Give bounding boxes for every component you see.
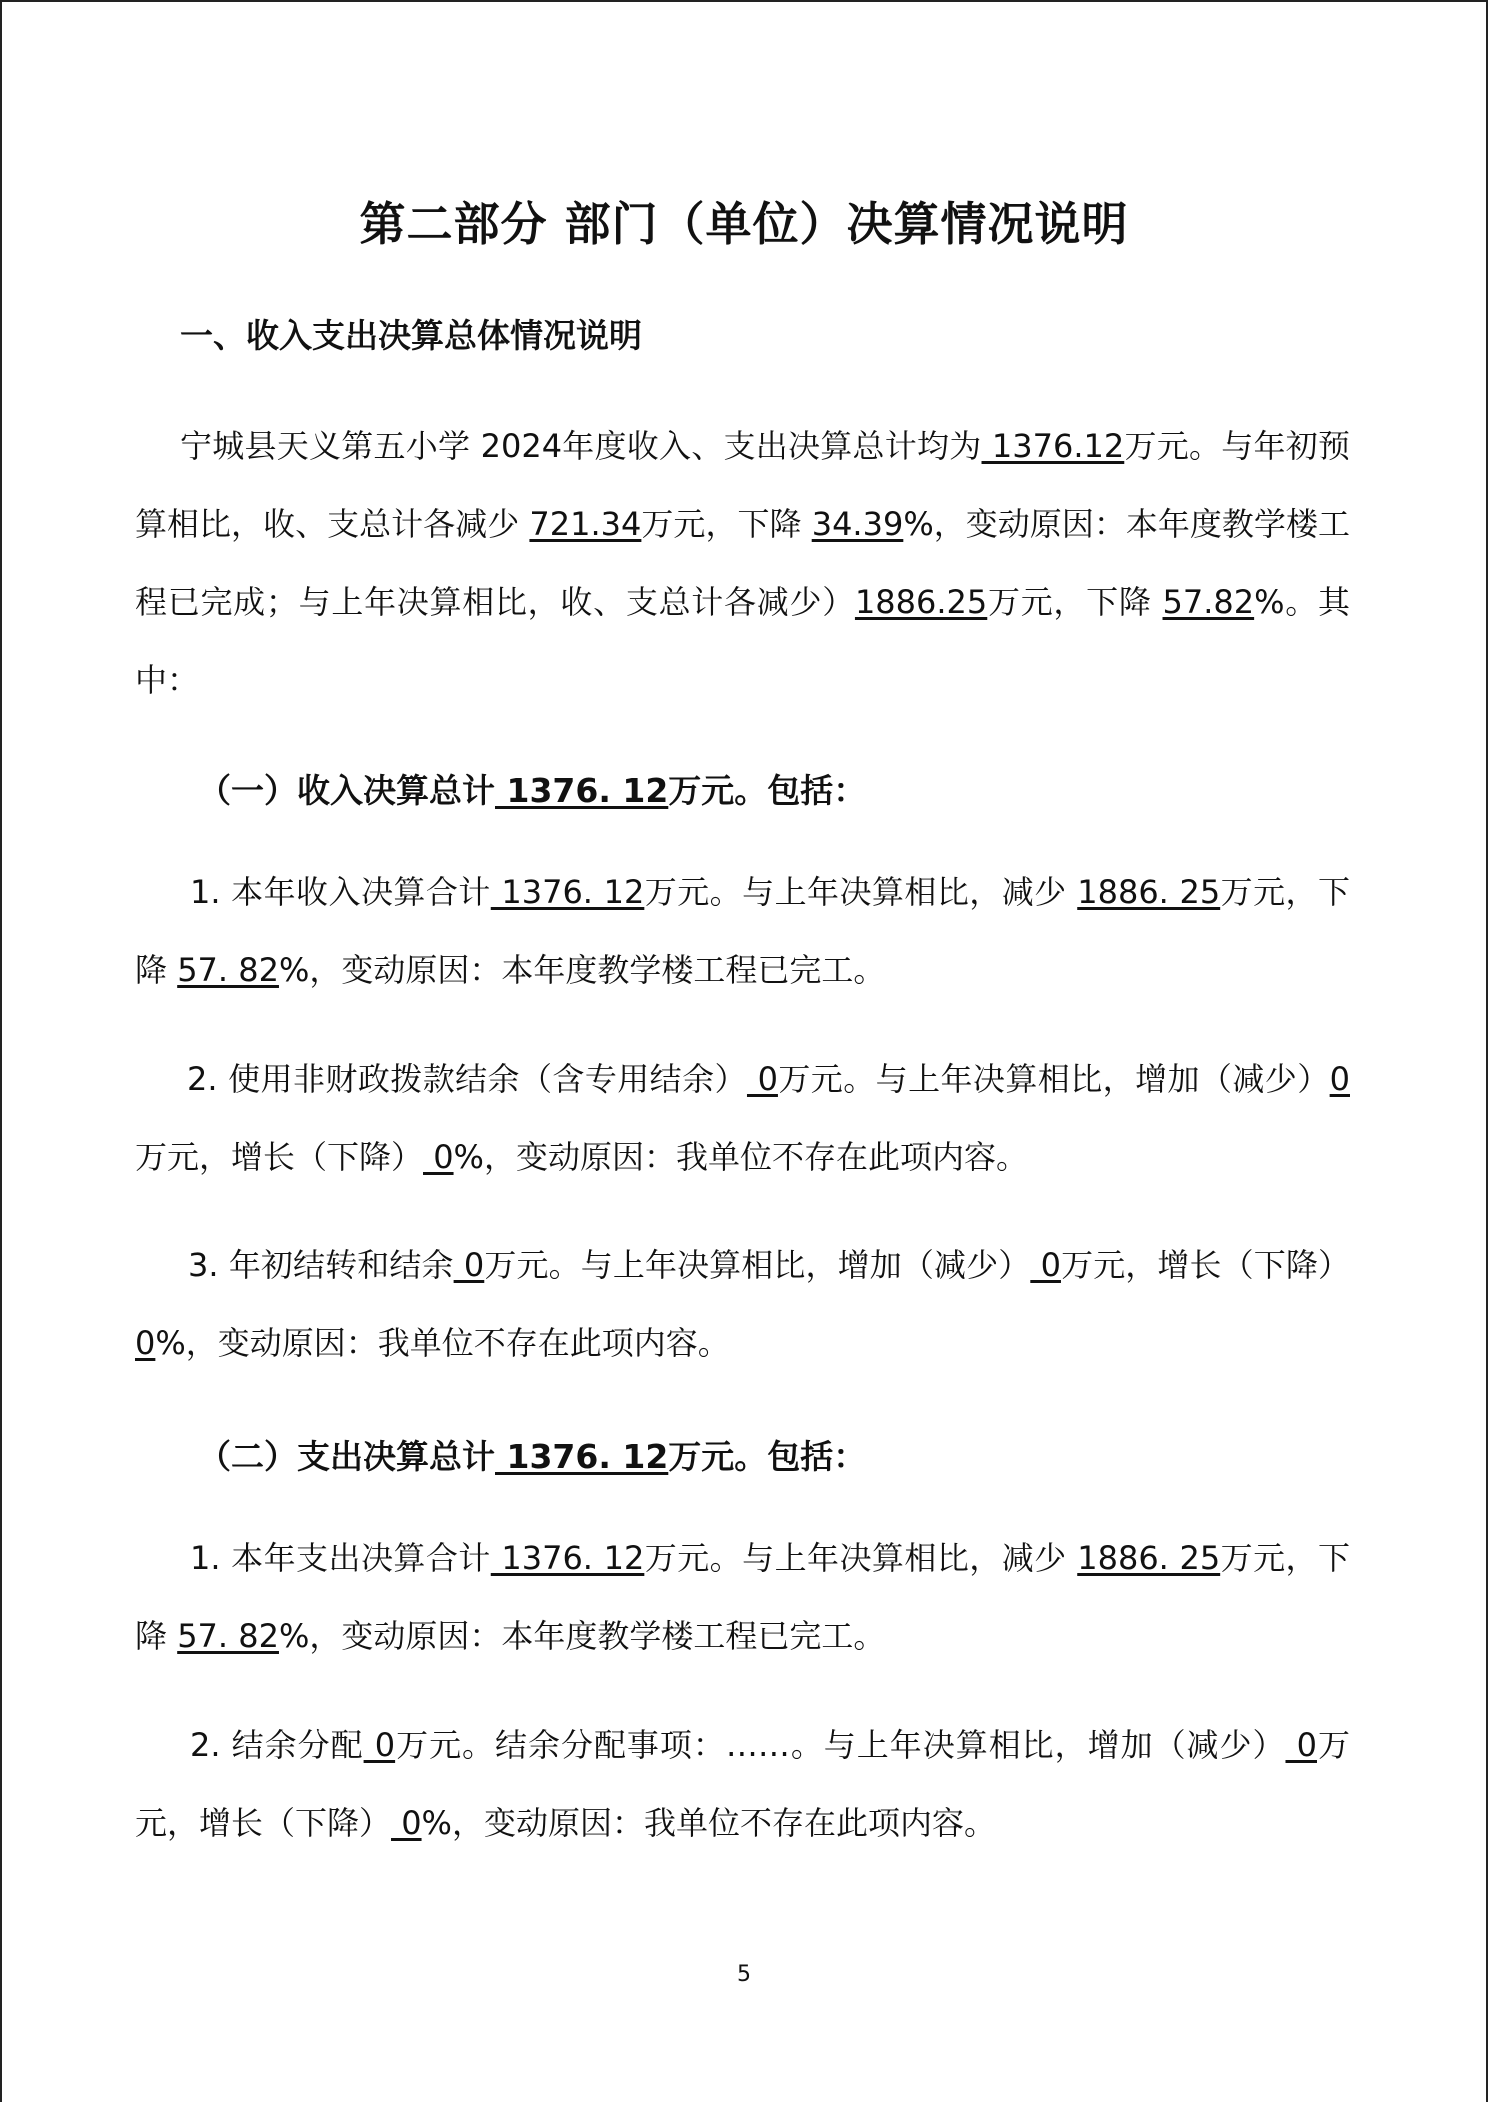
intro-total-value: 1376.12 bbox=[981, 427, 1125, 465]
intro-text-4: %，变动原因：本年度教学楼工程已完成；与上年决算相比，收、支总计各减少） bbox=[135, 505, 1350, 621]
intro-prev-decrease: 1886.25 bbox=[854, 583, 988, 621]
expense-total-value: 1376. 12 bbox=[495, 1437, 669, 1476]
intro-prev-percent: 57.82 bbox=[1162, 583, 1255, 621]
intro-paragraph bbox=[135, 407, 1350, 719]
intro-budget-decrease: 721.34 bbox=[529, 505, 642, 543]
income-item-1: 1. 本年收入决算合计 1376. 12万元。与上年决算相比，减少 1886. 25万元，下降 57. 82%，变动原因：本年度教学楼工程已完工。 bbox=[135, 873, 1350, 989]
income-item-3: 3. 年初结转和结余 0万元。与上年决算相比，增加（减少） 0万元，增长（下降） 0%，变动原因：我单位不存在此项内容。 bbox=[135, 1246, 1350, 1362]
intro-text-5: 万元，下降 bbox=[987, 583, 1163, 621]
expense-item-1: 1. 本年支出决算合计 1376. 12万元。与上年决算相比，减少 1886. 25万元，下降 57. 82%，变动原因：本年度教学楼工程已完工。 bbox=[135, 1539, 1350, 1655]
intro-text-6: %。其中： bbox=[135, 583, 1350, 699]
intro-text-2: 万元。与年初预算相比，收、支总计各减少 bbox=[135, 427, 1350, 543]
income-total-value: 1376. 12 bbox=[495, 771, 669, 810]
intro-text-3: 万元，下降 bbox=[641, 505, 812, 543]
expense-item-2: 2. 结余分配 0万元。结余分配事项：……。与上年决算相比，增加（减少） 0万元，增长（下降） 0%，变动原因：我单位不存在此项内容。 bbox=[135, 1726, 1350, 1842]
expense-heading: （二）支出决算总计 1376. 12万元。包括： bbox=[198, 1437, 867, 1476]
income-item-2: 2. 使用非财政拨款结余（含专用结余） 0万元。与上年决算相比，增加（减少）0万元，增长（下降） 0%，变动原因：我单位不存在此项内容。 bbox=[135, 1060, 1350, 1176]
page-title: 第二部分 部门（单位）决算情况说明 bbox=[359, 197, 1129, 251]
intro-text-1: 宁城县天义第五小学 2024年度收入、支出决算总计均为 bbox=[180, 427, 982, 465]
section-heading: 一、收入支出决算总体情况说明 bbox=[180, 316, 642, 355]
intro-budget-percent: 34.39 bbox=[811, 505, 904, 543]
page-number: 5 bbox=[737, 1962, 751, 1987]
income-heading: （一）收入决算总计 1376. 12万元。包括： bbox=[198, 771, 867, 810]
